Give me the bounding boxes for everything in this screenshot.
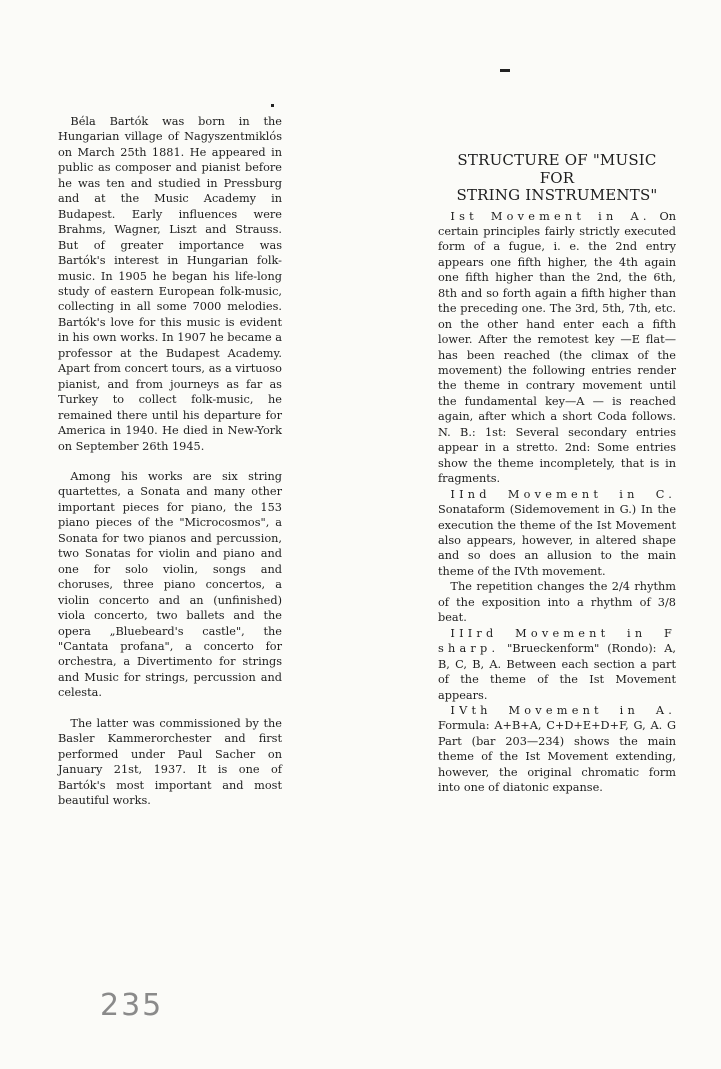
movement-text: Sonataform (Sidemovement in G.) In the execution the theme of the Ist Movement also appears, however, in altered shape and so does an allusion to the main theme of the IVth movement.: [438, 503, 676, 578]
movement-heading: IVth Movement in A.: [450, 704, 676, 717]
movement-text: "Brueckenform" (Rondo): A, B, C, B, A. Between each section a part of the theme of the Ist Movement appears.: [438, 642, 677, 702]
structure-title: [438, 152, 676, 205]
movement-4: [438, 703, 676, 796]
note-text: The repetition changes the 2/4 rhythm of the exposition into a rhythm of 3/8 beat.: [438, 580, 676, 625]
commission-paragraph: The latter was commissioned by the Basler Kammerorchester and first performed under Paul Sacher on January 21st, 1937. It is one of Bartók's most important and most beautiful works.: [58, 716, 282, 808]
movement-text: On certain principles fairly strictly executed form of a fugue, i. e. the 2nd entry appears one fifth higher, the 4th again one fifth higher than the 2nd, the 6th, 8th and so forth again a fifth higher than the preceding one. The 3rd, 5th, 7th, etc. on the other hand enter each a fifth lower. After the remotest key —E flat—has been reached (the climax of the movement) the following entries render the theme in contrary movement until the fundamental key—A — is reached again, after which a short Coda follows. N. B.: 1st: Several secondary entries appear in a stretto. 2nd: Some entries show the theme incompletely, that is in fragments.: [438, 209, 676, 486]
movement-heading: Ist Movement in A.: [450, 209, 651, 223]
works-paragraph: Among his works are six string quartettes, a Sonata and many other important pieces for piano, the 153 piano pieces of the "Microcosmos", a Sonata for two pianos and percussion, two Sonatas for violin and piano and one for solo violin, songs and choruses, three piano concertos, a violin concerto and an (unfinished) viola concerto, two ballets and the opera „Bluebeard's castle", the "Cantata profana", a concerto for orchestra, a Divertimento for strings and Music for strings, percussion and celesta.: [58, 469, 282, 700]
movement-heading: IIIrd Movement in F sharp.: [438, 626, 676, 656]
movement-1: [438, 209, 676, 487]
movement-2: [438, 487, 676, 580]
biography-column: [58, 114, 282, 808]
structure-column: [438, 152, 676, 796]
biography-paragraph: Béla Bartók was born in the Hungarian village of Nagyszentmiklós on March 25th 1881. He appeared in public as composer and pianist before he was ten and studied in Pressburg and at the Music Academy in Budapest. Early influences were Brahms, Wagner, Liszt and Strauss. But of greater importance was Bartók's interest in Hungarian folk-music. In 1905 he began his life-long study of eastern European folk-music, collecting in all some 7000 melodies. Bartók's love for this music is evident in his own works. In 1907 he became a professor at the Budapest Academy. Apart from concert tours, as a virtuoso pianist, and from journeys as far as Turkey to collect folk-music, he remained there until his departure for America in 1940. He died in New-York on September 26th 1945.: [58, 115, 282, 453]
movement-text: Formula: A+B+A, C+D+E+D+F, G, A. G Part (bar 203—234) shows the main theme of the Ist Movement extending, however, the original chromatic form into one of diatonic expanse.: [438, 719, 676, 795]
print-mark: [500, 69, 510, 72]
title-line: STRUCTURE OF "MUSIC: [457, 151, 657, 169]
handwritten-page-number: 235: [100, 988, 164, 1023]
movement-heading: IInd Movement in C.: [450, 487, 676, 501]
print-mark: [271, 104, 274, 107]
title-line: FOR: [539, 168, 575, 187]
repetition-note: [438, 579, 676, 625]
title-line: STRING INSTRUMENTS": [456, 186, 658, 204]
movement-3: [438, 626, 676, 703]
